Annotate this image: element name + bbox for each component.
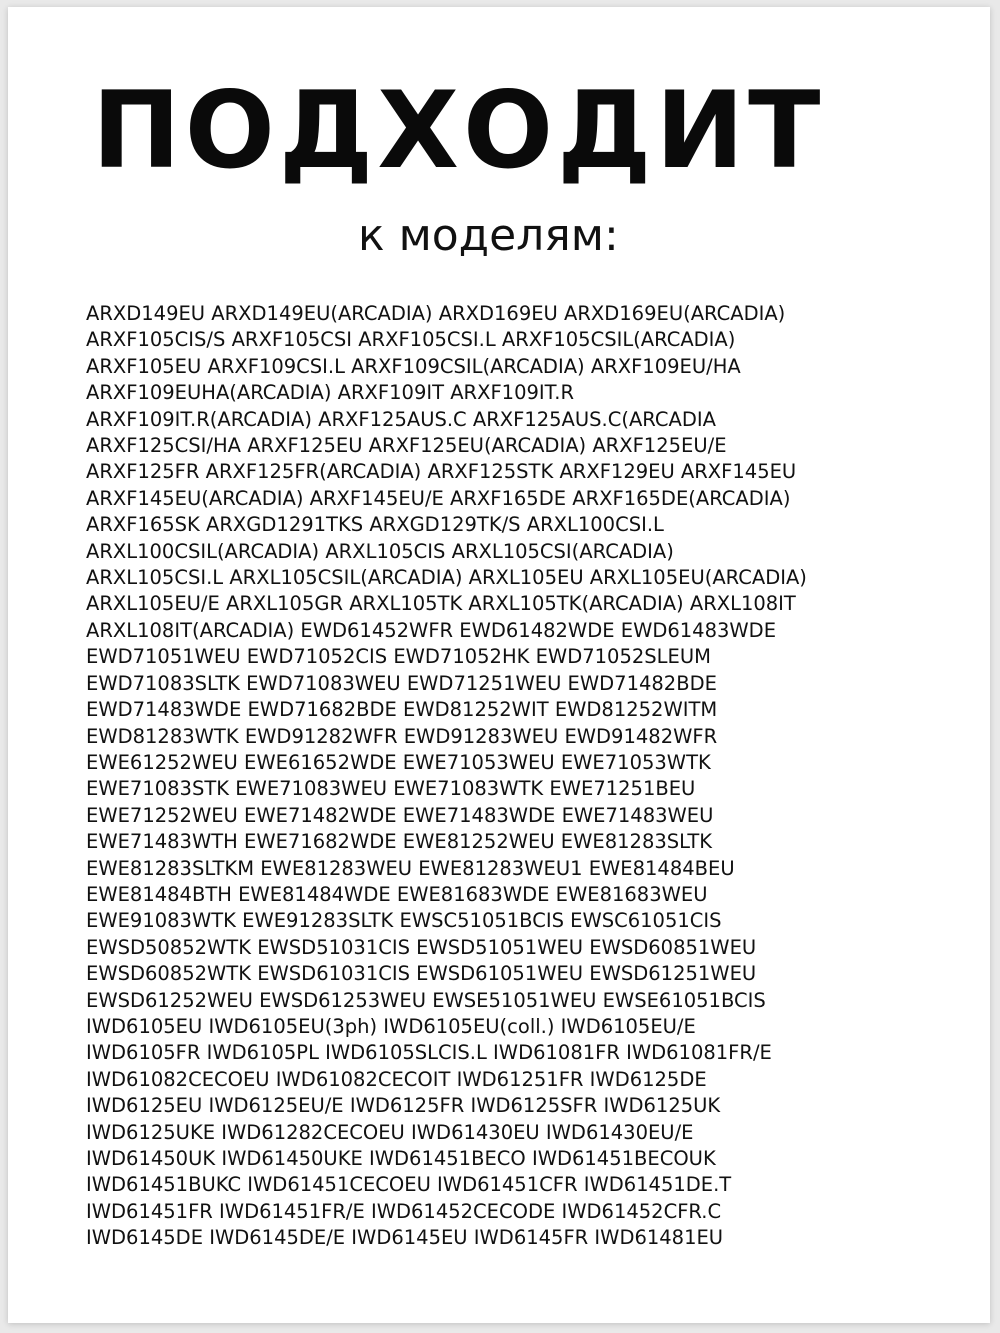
page-subtitle: к моделям: <box>358 210 619 261</box>
model-list-line: ARXF109EUHA(ARCADIA) ARXF109IT ARXF109IT.R <box>86 381 574 405</box>
model-list-line: IWD6105EU IWD6105EU(3ph) IWD6105EU(coll.) IWD6105EU/E <box>86 1014 696 1038</box>
model-list-line: EWE61252WEU EWE61652WDE EWE71053WEU EWE71053WTK <box>86 750 711 774</box>
model-list <box>86 301 966 1252</box>
model-list-line: EWD71483WDE EWD71682BDE EWD81252WIT EWD81252WITM <box>86 698 718 722</box>
model-list-line: ARXF125FR ARXF125FR(ARCADIA) ARXF125STK ARXF129EU ARXF145EU <box>86 460 797 484</box>
model-list-line: EWSD50852WTK EWSD51031CIS EWSD51051WEU EWSD60851WEU <box>86 935 757 959</box>
model-list-line: EWSD61252WEU EWSD61253WEU EWSE51051WEU EWSE61051BCIS <box>86 988 766 1012</box>
page-title: ПОДХОДИТ <box>92 69 825 192</box>
model-list-line: ARXL100CSIL(ARCADIA) ARXL105CIS ARXL105CSI(ARCADIA) <box>86 539 674 563</box>
model-list-line: IWD6145DE IWD6145DE/E IWD6145EU IWD6145FR IWD61481EU <box>86 1226 724 1250</box>
model-list-line: EWE71483WTH EWE71682WDE EWE81252WEU EWE81283SLTK <box>86 830 713 854</box>
model-list-line: EWD71051WEU EWD71052CIS EWD71052HK EWD71052SLEUM <box>86 645 711 669</box>
model-list-line: IWD61450UK IWD61450UKE IWD61451BECO IWD61451BECOUK <box>86 1147 716 1170</box>
model-list-line: ARXL105EU/E ARXL105GR ARXL105TK ARXL105TK(ARCADIA) ARXL108IT <box>86 592 796 616</box>
model-list-line: IWD61451FR IWD61451FR/E IWD61452CECODE IWD61452CFR.C <box>86 1199 722 1223</box>
model-list-line: ARXF105EU ARXF109CSI.L ARXF109CSIL(ARCADIA) ARXF109EU/HA <box>86 354 741 378</box>
document-page <box>8 7 990 1323</box>
model-list-line: IWD6125UKE IWD61282CECOEU IWD61430EU IWD61430EU/E <box>86 1120 694 1144</box>
model-list-line: IWD61451BUKC IWD61451CECOEU IWD61451CFR IWD61451DE.T <box>86 1173 732 1197</box>
model-list-line: ARXL105CSI.L ARXL105CSIL(ARCADIA) ARXL105EU ARXL105EU(ARCADIA) <box>86 566 807 590</box>
model-list-line: EWE81283SLTKM EWE81283WEU EWE81283WEU1 EWE81484BEU <box>86 856 735 880</box>
model-list-line: ARXL108IT(ARCADIA) EWD61452WFR EWD61482WDE EWD61483WDE <box>86 618 777 642</box>
model-list-line: IWD61082CECOEU IWD61082CECOIT IWD61251FR IWD6125DE <box>86 1067 707 1091</box>
model-list-line: EWD81283WTK EWD91282WFR EWD91283WEU EWD91482WFR <box>86 724 718 748</box>
model-list-line: EWE71252WEU EWE71482WDE EWE71483WDE EWE71483WEU <box>86 803 714 827</box>
model-list-line: IWD6105FR IWD6105PL IWD6105SLCIS.L IWD61081FR IWD61081FR/E <box>86 1041 772 1065</box>
model-list-line: ARXF105CIS/S ARXF105CSI ARXF105CSI.L ARXF105CSIL(ARCADIA) <box>86 328 736 352</box>
model-list-line: EWE71083STK EWE71083WEU EWE71083WTK EWE71251BEU <box>86 777 696 801</box>
model-list-line: ARXF125CSI/HA ARXF125EU ARXF125EU(ARCADIA) ARXF125EU/E <box>86 434 727 458</box>
model-list-line: EWE81484BTH EWE81484WDE EWE81683WDE EWE81683WEU <box>86 882 708 906</box>
model-list-line: IWD6125EU IWD6125EU/E IWD6125FR IWD6125SFR IWD6125UK <box>86 1094 721 1118</box>
model-list-line: ARXF109IT.R(ARCADIA) ARXF125AUS.C ARXF125AUS.C(ARCADIA <box>86 407 716 431</box>
model-list-line: ARXF145EU(ARCADIA) ARXF145EU/E ARXF165DE ARXF165DE(ARCADIA) <box>86 486 791 510</box>
model-list-line: EWSD60852WTK EWSD61031CIS EWSD61051WEU EWSD61251WEU <box>86 962 757 986</box>
model-list-line: ARXD149EU ARXD149EU(ARCADIA) ARXD169EU ARXD169EU(ARCADIA) <box>86 302 786 325</box>
model-list-line: ARXF165SK ARXGD1291TKS ARXGD129TK/S ARXL100CSI.L <box>86 513 664 537</box>
model-list-line: EWD71083SLTK EWD71083WEU EWD71251WEU EWD71482BDE <box>86 671 717 695</box>
model-list-line: EWE91083WTK EWE91283SLTK EWSC51051BCIS EWSC61051CIS <box>86 909 722 933</box>
